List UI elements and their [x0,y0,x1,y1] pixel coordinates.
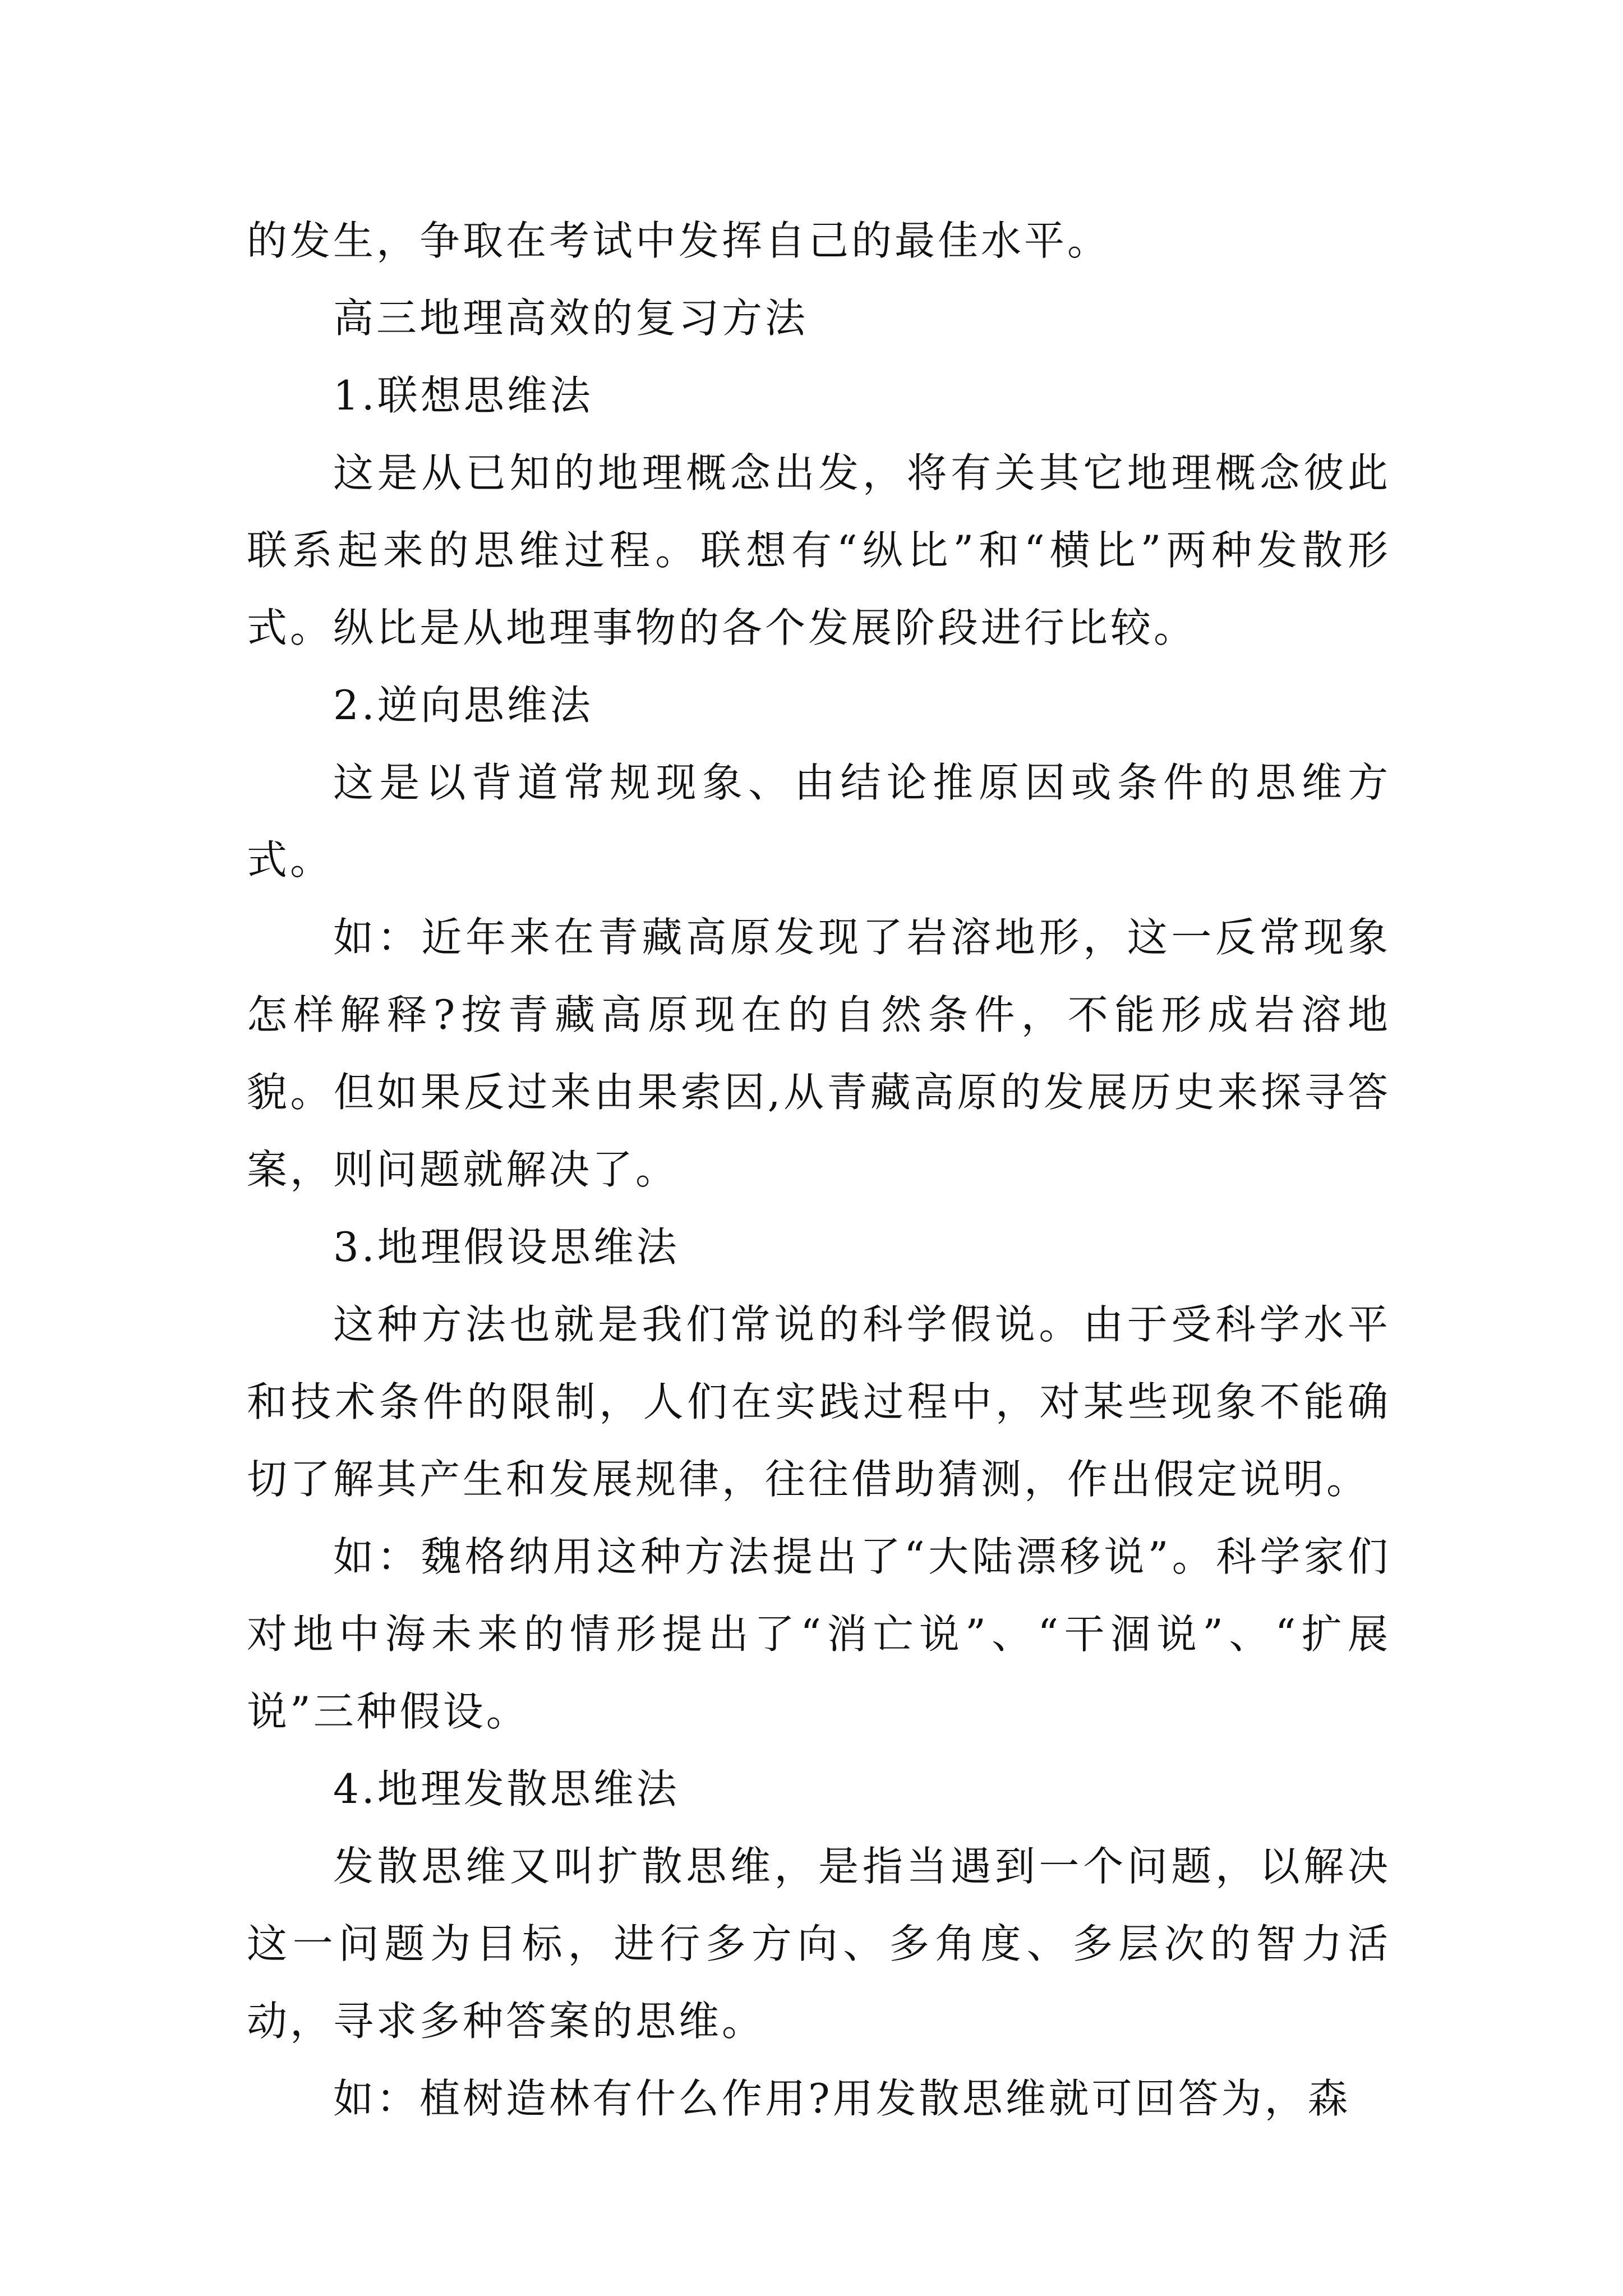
paragraph: 发散思维又叫扩散思维，是指当遇到一个问题，以解决这一问题为目标，进行多方向、多角度、多层次的智力活动，寻求多种答案的思维。 [247,1843,1391,2045]
paragraph: 这是以背道常规现象、由结论推原因或条件的思维方式。 [247,759,1391,884]
method-heading-2: 2.逆向思维法 [333,682,593,729]
section-heading: 高三地理高效的复习方法 [333,295,809,342]
body-text [247,202,1391,2137]
method-heading-1: 1.联想思维法 [333,372,593,419]
paragraph: 这种方法也就是我们常说的科学假说。由于受科学水平和技术条件的限制，人们在实践过程中，对某些现象不能确切了解其产生和发展规律，往往借助猜测，作出假定说明。 [247,1301,1391,1503]
method-heading-4: 4.地理发散思维法 [333,1765,680,1812]
paragraph: 如：近年来在青藏高原发现了岩溶地形，这一反常现象怎样解释?按青藏高原现在的自然条件，不能形成岩溶地貌。但如果反过来由果索因,从青藏高原的发展历史来探寻答案，则问题就解决了。 [247,914,1391,1193]
method-heading-3: 3.地理假设思维法 [333,1223,680,1271]
paragraph: 这是从已知的地理概念出发，将有关其它地理概念彼此联系起来的思维过程。联想有“纵比”和“横比”两种发散形式。纵比是从地理事物的各个发展阶段进行比较。 [247,449,1391,651]
paragraph: 如：植树造林有什么作用?用发散思维就可回答为，森 [333,2075,1351,2122]
paragraph: 如：魏格纳用这种方法提出了“大陆漂移说”。科学家们对地中海未来的情形提出了“消亡说”、“干涸说”、“扩展说”三种假设。 [247,1533,1391,1735]
paragraph-continuation: 的发生，争取在考试中发挥自己的最佳水平。 [247,217,1111,264]
